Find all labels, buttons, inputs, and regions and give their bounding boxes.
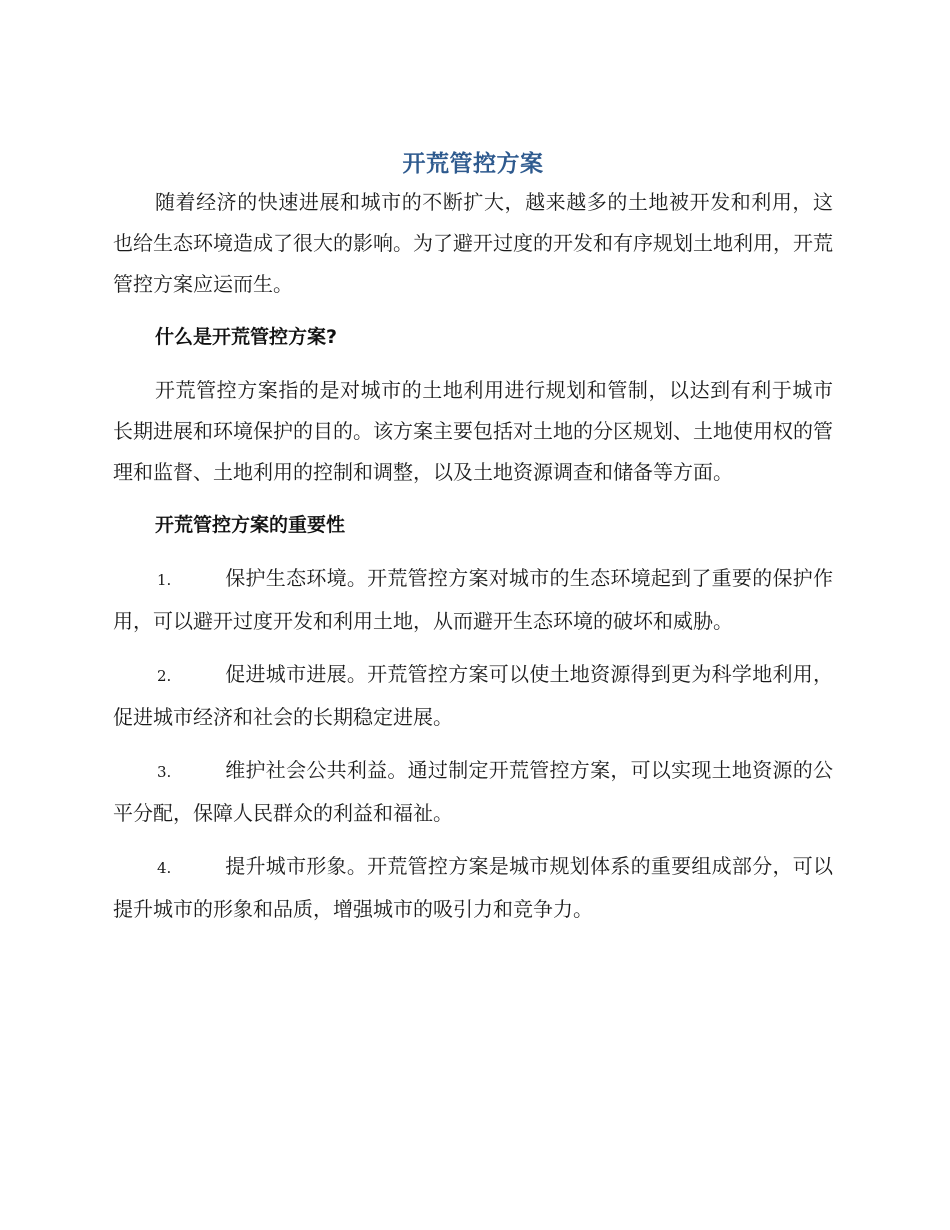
section-heading-importance: 开荒管控方案的重要性 (155, 514, 346, 536)
list-item-text: 保护生态环境。开荒管控方案对城市的生态环境起到了重要的保护作用，可以避开过度开发和利用土地，从而避开生态环境的破坏和威胁。 (113, 566, 833, 633)
document-content (113, 146, 833, 942)
list-item-number: 1. (157, 571, 172, 589)
list-item (113, 558, 833, 642)
section-heading-what-is: 什么是开荒管控方案? (155, 326, 338, 348)
list-item-text: 促进城市进展。开荒管控方案可以使土地资源得到更为科学地利用，促进城市经济和社会的长期稳定进展。 (113, 662, 833, 729)
list-item-number: 2. (157, 667, 172, 685)
list-item-number: 4. (157, 859, 172, 877)
list-item-text: 提升城市形象。开荒管控方案是城市规划体系的重要组成部分，可以提升城市的形象和品质，增强城市的吸引力和竞争力。 (113, 854, 833, 921)
document-title: 开荒管控方案 (402, 151, 544, 177)
definition-paragraph: 开荒管控方案指的是对城市的土地利用进行规划和管制，以达到有利于城市长期进展和环境保护的目的。该方案主要包括对土地的分区规划、土地使用权的管理和监督、土地利用的控制和调整，以及土地资源调查和储备等方面。 (113, 378, 833, 484)
list-item (113, 750, 833, 834)
list-item (113, 654, 833, 738)
list-item-text: 维护社会公共利益。通过制定开荒管控方案，可以实现土地资源的公平分配，保障人民群众的利益和福祉。 (113, 758, 833, 825)
list-item-number: 3. (157, 763, 172, 781)
intro-paragraph: 随着经济的快速进展和城市的不断扩大，越来越多的土地被开发和利用，这也给生态环境造成了很大的影响。为了避开过度的开发和有序规划土地利用，开荒管控方案应运而生。 (113, 190, 833, 296)
list-item (113, 846, 833, 930)
